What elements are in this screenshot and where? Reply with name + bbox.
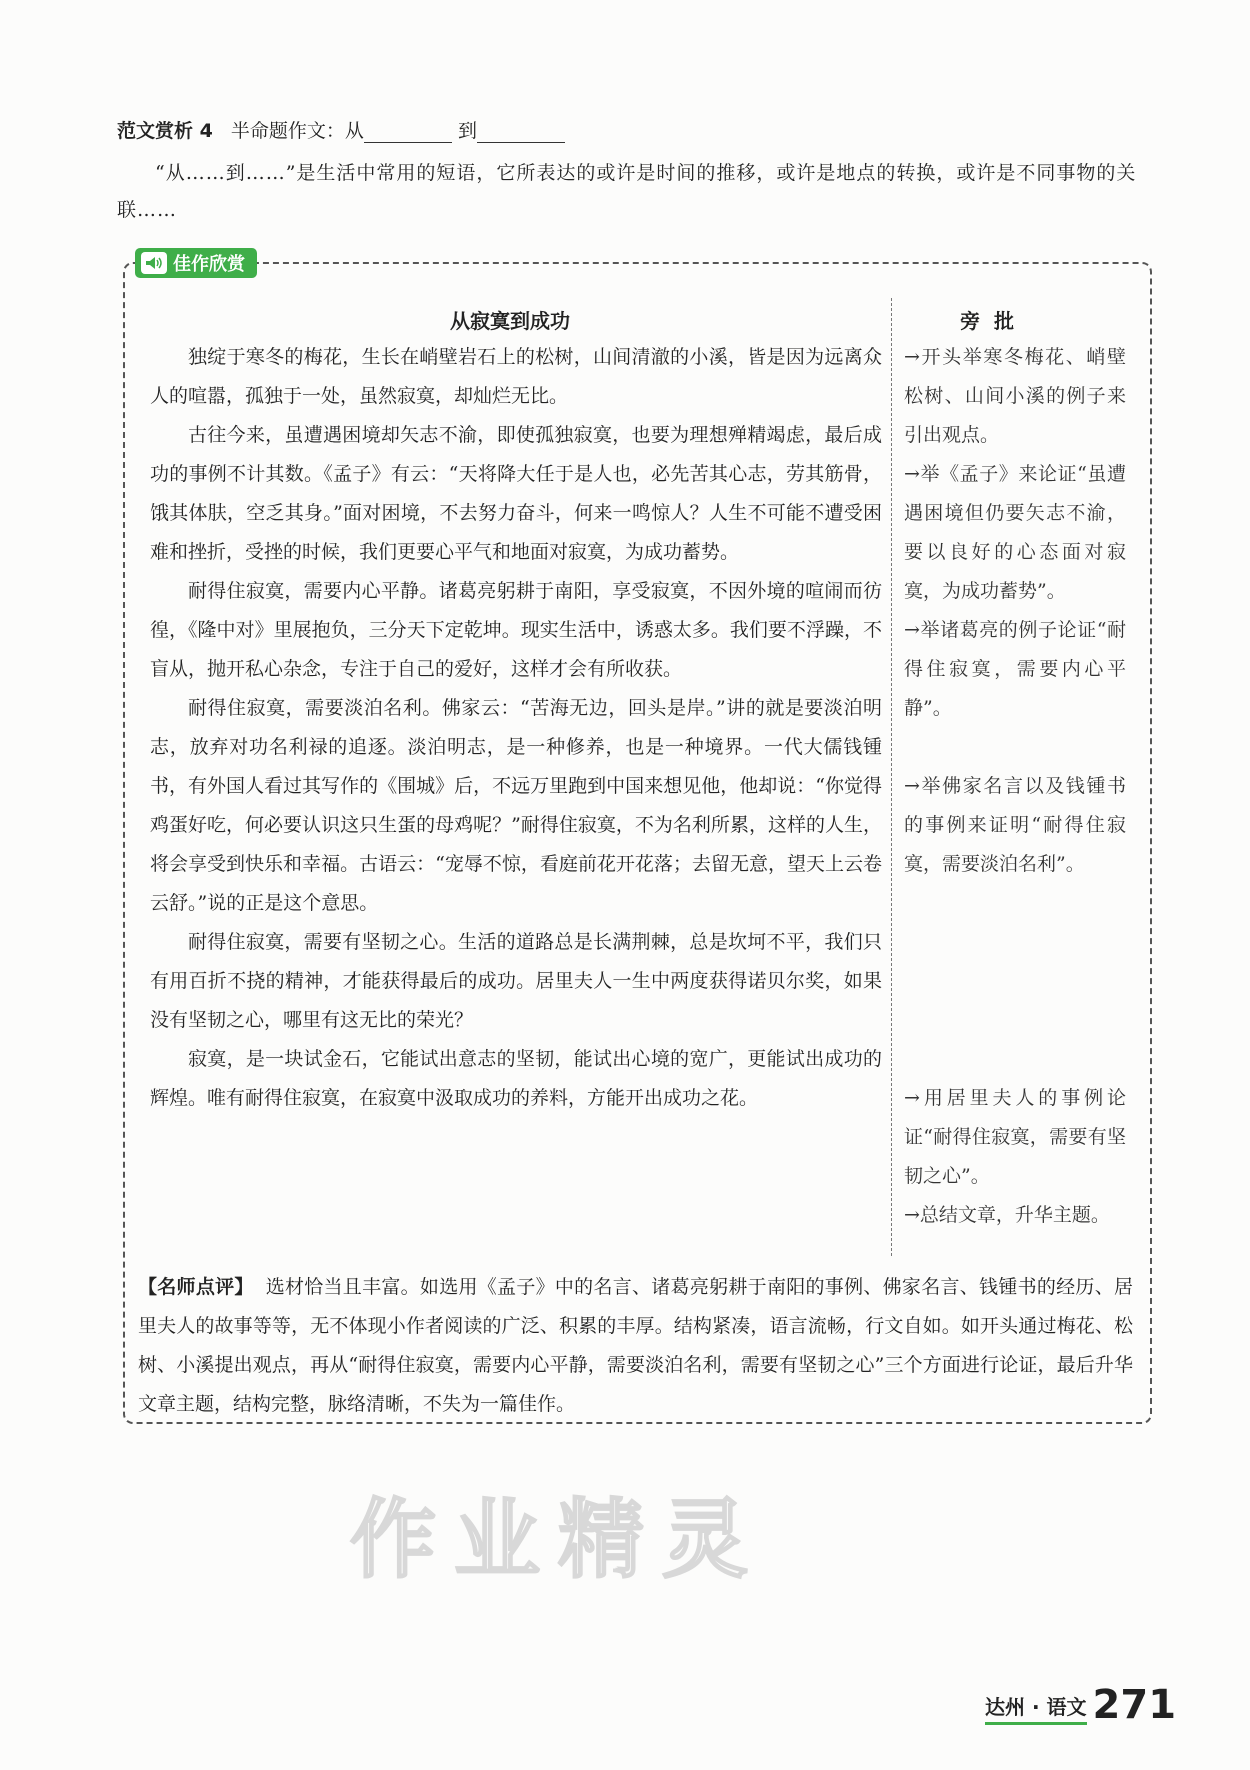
essay-title: 从寂寞到成功 xyxy=(450,309,570,333)
comment-text: 选材恰当且丰富。如选用《孟子》中的名言、诸葛亮躬耕于南阳的事例、佛家名言、钱锺书的经历、居里夫人的故事等等，无不体现小作者阅读的广泛、积累的丰厚。结构紧凑，语言流畅，行文自如。如开头通过梅花、松树、小溪提出观点，再从“耐得住寂寞，需要内心平静，需要淡泊名利，需要有坚韧之心”三个方面进行论证，最后升华文章主题，结构完整，脉络清晰，不失为一篇佳作。 xyxy=(138,1276,1133,1415)
exercise-prompt: 半命题作文：从 xyxy=(230,120,364,142)
essay-body xyxy=(150,338,882,1118)
watermark: 作业精灵 xyxy=(350,1490,766,1590)
blank-2 xyxy=(477,124,565,143)
speaker-icon xyxy=(141,252,167,274)
essay-paragraph: 耐得住寂寞，需要有坚韧之心。生活的道路总是长满荆棘，总是坎坷不平，我们只有用百折不挠的精神，才能获得最后的成功。居里夫人一生中两度获得诺贝尔奖，如果没有坚韧之心，哪里有这无比的荣光？ xyxy=(150,931,882,1031)
exercise-connector: 到 xyxy=(457,120,477,142)
comment-tag: 【名师点评】 xyxy=(138,1276,254,1298)
side-note: →总结文章，升华主题。 xyxy=(904,1204,1110,1226)
column-divider xyxy=(891,298,892,1256)
intro-text: “从……到……”是生活中常用的短语，它所表达的或许是时间的推移，或许是地点的转换，或许是不同事物的关联…… xyxy=(117,162,1137,221)
page-footer xyxy=(985,1682,1177,1728)
side-note: →用居里夫人的事例论证“耐得住寂寞，需要有坚韧之心”。 xyxy=(904,1087,1126,1187)
section-badge xyxy=(135,248,257,278)
essay-paragraph: 耐得住寂寞，需要内心平静。诸葛亮躬耕于南阳，享受寂寞，不因外境的喧闹而彷徨，《隆中对》里展抱负，三分天下定乾坤。现实生活中，诱惑太多。我们要不浮躁，不盲从，抛开私心杂念，专注于自己的爱好，这样才会有所收获。 xyxy=(150,580,882,680)
side-notes-title: 旁批 xyxy=(960,309,1028,333)
exercise-label: 范文赏析 4 xyxy=(117,120,213,142)
side-note: →举《孟子》来论证“虽遭遇困境但仍要矢志不渝，要以良好的心态面对寂寞，为成功蓄势”。 xyxy=(904,463,1126,602)
essay-paragraph: 独绽于寒冬的梅花，生长在峭壁岩石上的松树，山间清澈的小溪，皆是因为远离众人的喧嚣，孤独于一处，虽然寂寞，却灿烂无比。 xyxy=(150,346,882,407)
side-note: →开头举寒冬梅花、峭壁松树、山间小溪的例子来引出观点。 xyxy=(904,346,1126,446)
blank-1 xyxy=(364,124,452,143)
side-note: →举佛家名言以及钱锺书的事例来证明“耐得住寂寞，需要淡泊名利”。 xyxy=(904,775,1126,875)
footer-region: 达州 · 语文 xyxy=(985,1691,1087,1725)
side-note: →举诸葛亮的例子论证“耐得住寂寞，需要内心平静”。 xyxy=(904,619,1126,719)
essay-paragraph: 古往今来，虽遭遇困境却矢志不渝，即使孤独寂寞，也要为理想殚精竭虑，最后成功的事例不计其数。《孟子》有云：“天将降大任于是人也，必先苦其心志，劳其筋骨，饿其体肤，空乏其身。”面对困境，不去努力奋斗，何来一鸣惊人？人生不可能不遭受困难和挫折，受挫的时候，我们更要心平气和地面对寂寞，为成功蓄势。 xyxy=(150,424,882,563)
exercise-heading xyxy=(117,116,565,143)
teacher-comment xyxy=(138,1268,1133,1424)
essay-paragraph: 寂寞，是一块试金石，它能试出意志的坚韧，能试出心境的宽广，更能试出成功的辉煌。唯有耐得住寂寞，在寂寞中汲取成功的养料，方能开出成功之花。 xyxy=(150,1048,882,1109)
page-number: 271 xyxy=(1092,1682,1177,1728)
essay-paragraph: 耐得住寂寞，需要淡泊名利。佛家云：“苦海无边，回头是岸。”讲的就是要淡泊明志，放弃对功名利禄的追逐。淡泊明志，是一种修养，也是一种境界。一代大儒钱锺书，有外国人看过其写作的《围城》后，不远万里跑到中国来想见他，他却说：“你觉得鸡蛋好吃，何必要认识这只生蛋的母鸡呢？”耐得住寂寞，不为名利所累，这样的人生，将会享受到快乐和幸福。古语云：“宠辱不惊，看庭前花开花落；去留无意，望天上云卷云舒。”说的正是这个意思。 xyxy=(150,697,882,914)
badge-label: 佳作欣赏 xyxy=(173,254,245,275)
